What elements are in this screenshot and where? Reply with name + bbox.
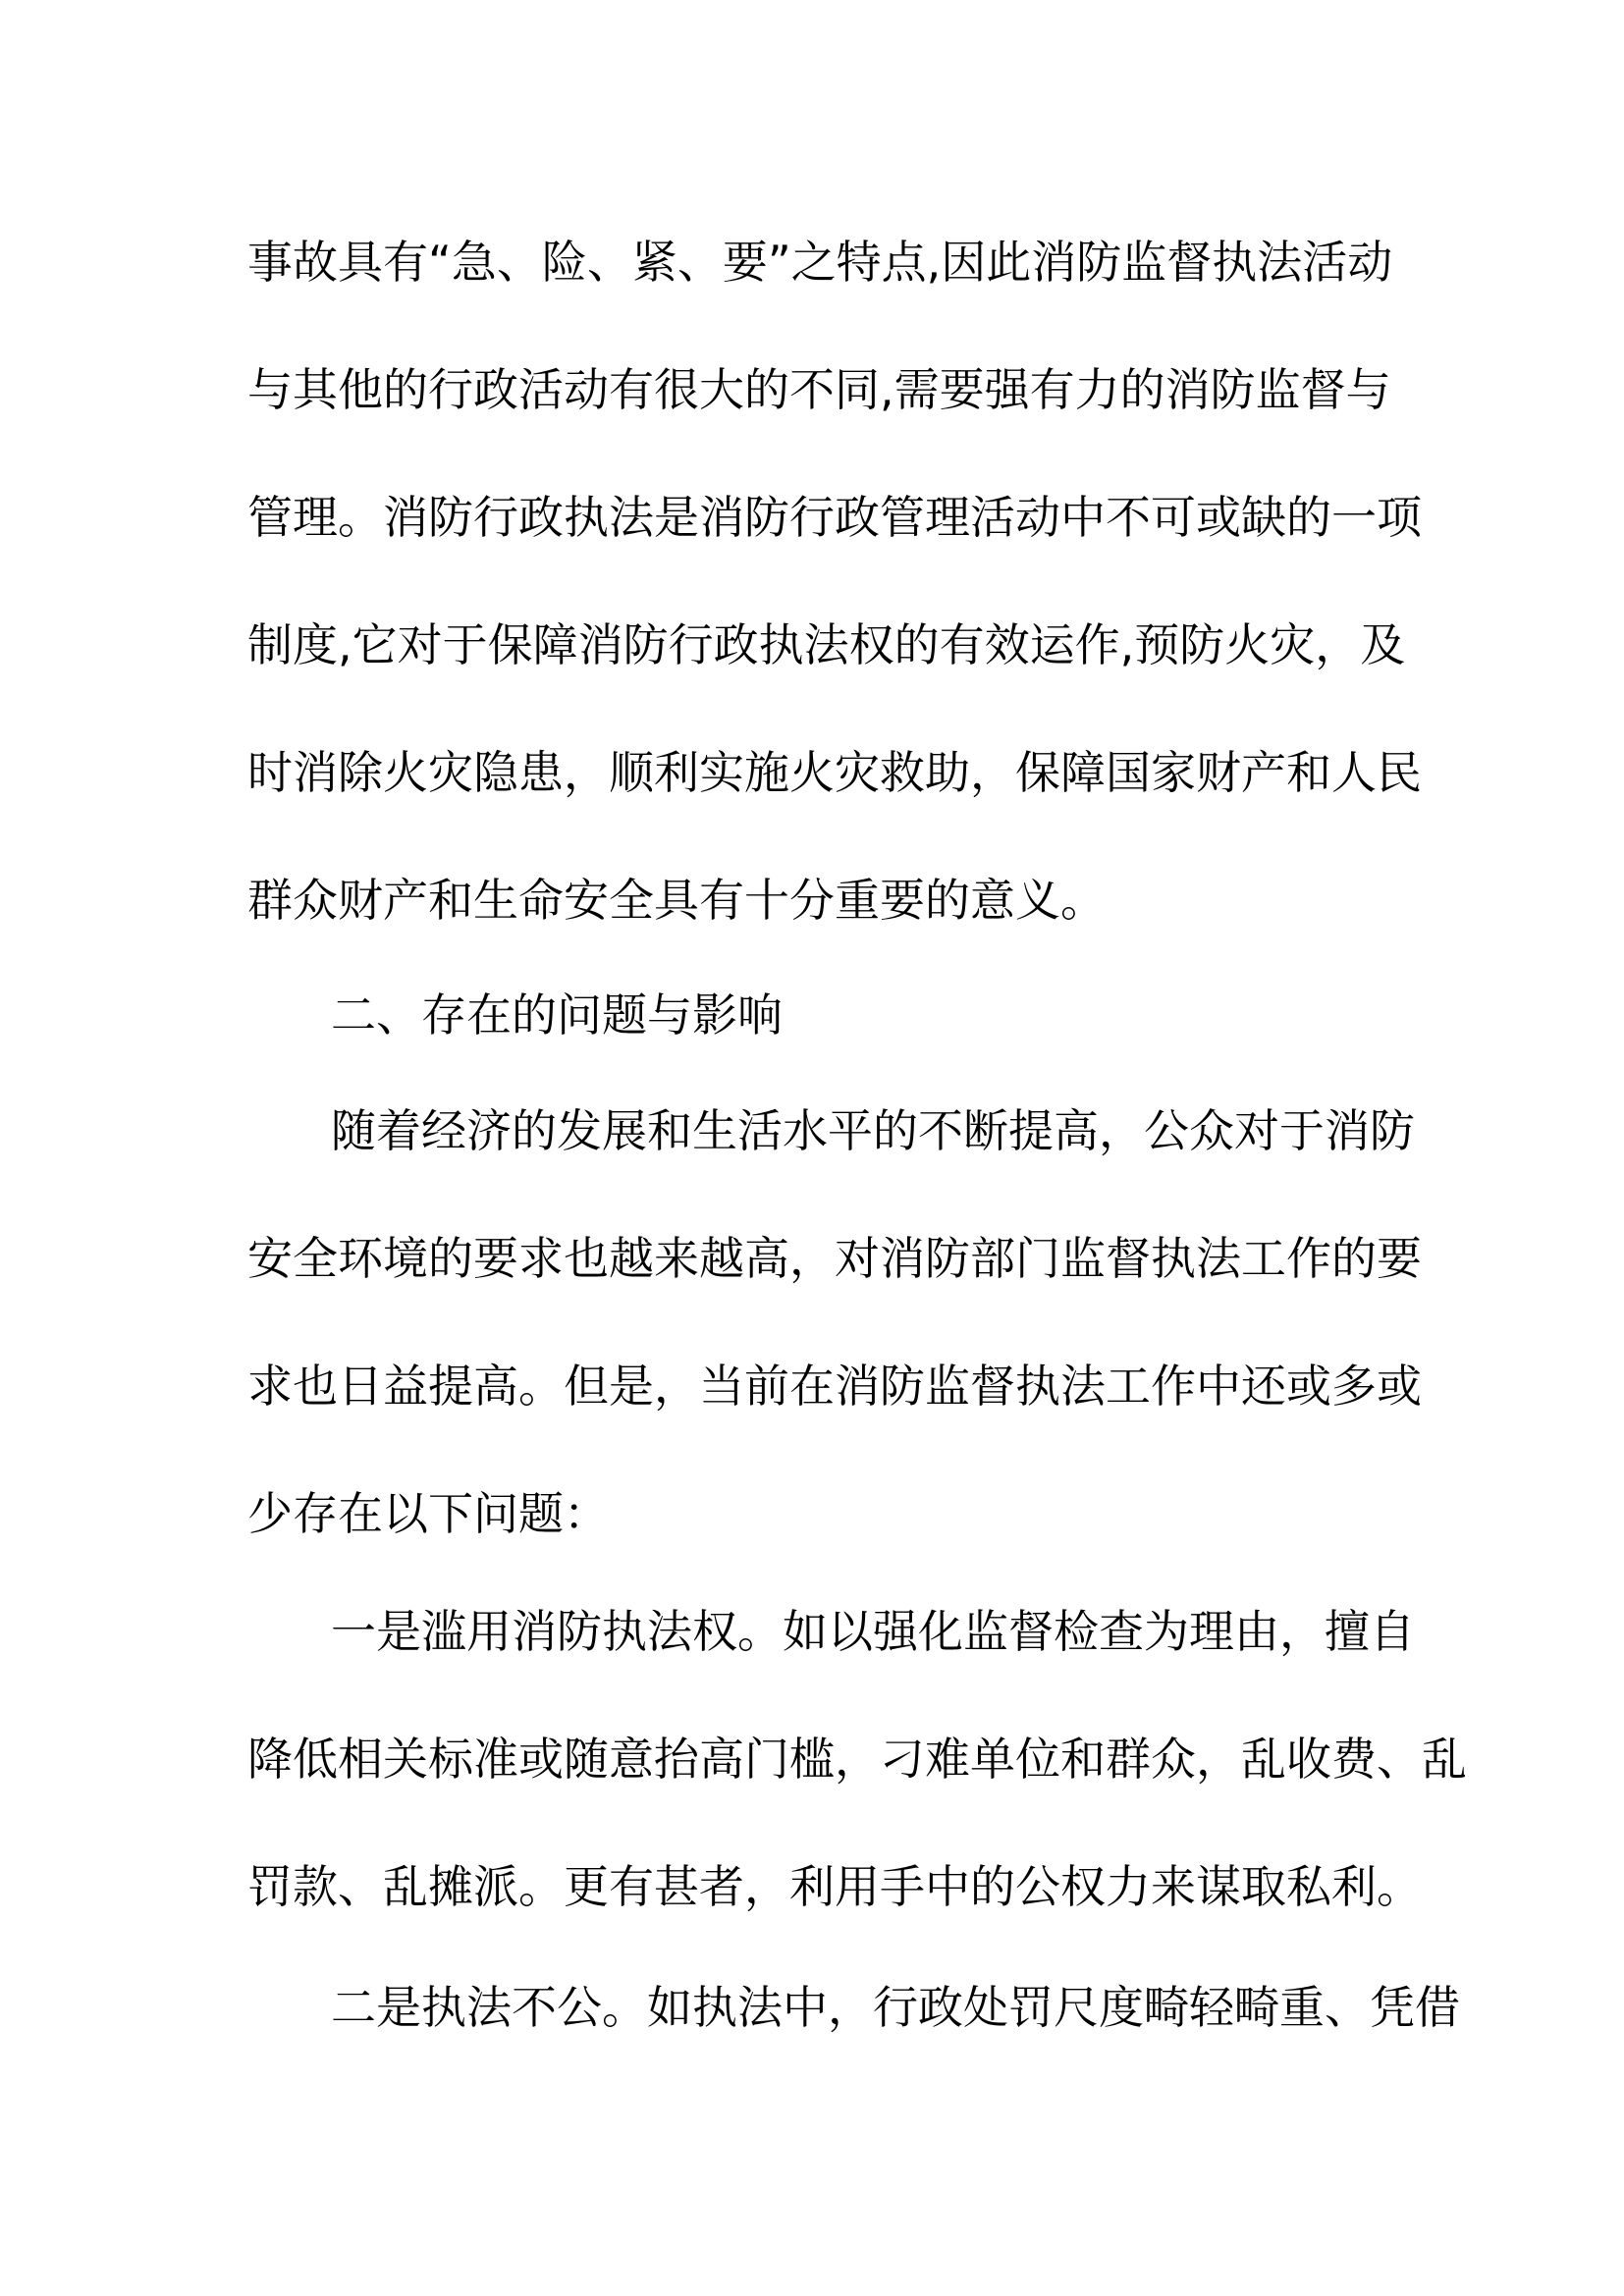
- paragraph-line-12: 降低相关标准或随意抬高门槛，刁难单位和群众，乱收费、乱: [247, 1733, 1467, 1786]
- paragraph-line-2: 与其他的行政活动有很大的不同,需要强有力的消防监督与: [247, 363, 1391, 416]
- paragraph-line-5: 时消除火灾隐患，顺利实施火灾救助，保障国家财产和人民: [247, 746, 1422, 799]
- paragraph-line-13: 罚款、乱摊派。更有甚者，利用手中的公权力来谋取私利。: [247, 1860, 1422, 1913]
- section-heading: 二、存在的问题与影响: [331, 988, 783, 1041]
- paragraph-line-1: 事故具有“急、险、紧、要”之特点,因此消防监督执法活动: [247, 236, 1393, 289]
- paragraph-line-11: 一是滥用消防执法权。如以强化监督检查为理由，擅自: [331, 1605, 1415, 1658]
- paragraph-line-4: 制度,它对于保障消防行政执法权的有效运作,预防火灾，及: [247, 618, 1406, 671]
- paragraph-line-10: 少存在以下问题：: [247, 1487, 609, 1540]
- paragraph-line-6: 群众财产和生命安全具有十分重要的意义。: [247, 874, 1106, 927]
- paragraph-line-8: 安全环境的要求也越来越高，对消防部门监督执法工作的要: [247, 1232, 1422, 1285]
- paragraph-line-7: 随着经济的发展和生活水平的不断提高，公众对于消防: [331, 1104, 1415, 1157]
- paragraph-line-14: 二是执法不公。如执法中，行政处罚尺度畸轻畸重、凭借: [331, 1981, 1460, 2034]
- paragraph-line-9: 求也日益提高。但是，当前在消防监督执法工作中还或多或: [247, 1360, 1422, 1413]
- paragraph-line-3: 管理。消防行政执法是消防行政管理活动中不可或缺的一项: [247, 491, 1422, 544]
